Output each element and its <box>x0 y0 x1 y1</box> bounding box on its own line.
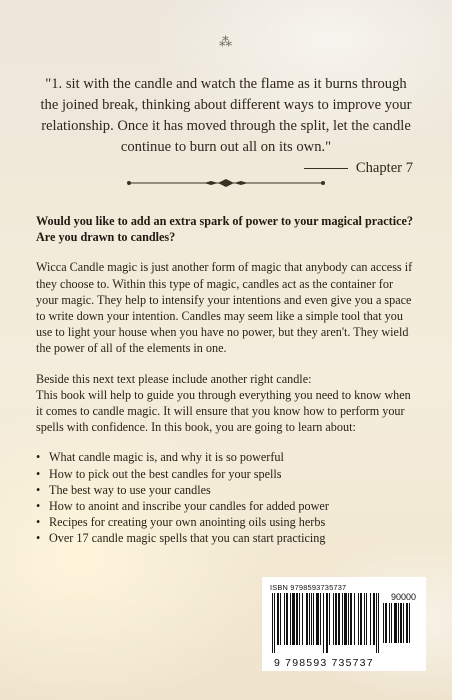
barcode-icon <box>272 593 384 653</box>
lead-question: Would you like to add an extra spark of power to your magical practice? Are you drawn to candles? <box>36 214 414 245</box>
list-item: • How to pick out the best candles for your spells <box>36 466 282 481</box>
price-code: 90000 <box>390 592 416 602</box>
quote-text: "1. sit with the candle and watch the flame as it burns through the joined break, thinking about different ways to improve your relationship. Once it has moved through the split, let the candle continue to burn out all on its own." <box>40 76 412 155</box>
list-item: • What candle magic is, and why it is so powerful <box>36 450 284 465</box>
attribution-rule <box>304 168 348 169</box>
feature-list <box>36 449 416 546</box>
bullet-icon: • <box>36 499 41 514</box>
bullet-icon: • <box>36 482 41 497</box>
bullet-icon: • <box>36 450 41 465</box>
paragraph-note: Beside this next text please include another right candle: <box>36 371 312 386</box>
list-item: • The best way to use your candles <box>36 482 211 497</box>
price-barcode-icon <box>383 603 417 651</box>
quote-attribution <box>304 160 413 177</box>
back-cover-description <box>36 213 416 547</box>
bullet-icon: • <box>36 466 41 481</box>
ornamental-divider <box>126 178 326 188</box>
isbn-label: ISBN 9798593735737 <box>270 583 347 592</box>
list-item: • Over 17 candle magic spells that you can start practicing <box>36 531 326 546</box>
isbn-barcode <box>262 577 426 671</box>
bullet-icon: • <box>36 515 41 530</box>
paragraph-guide: This book will help to guide you through everything you need to know when it comes to candle magic. It will ensure that you know how to perform your spells with confidence. In this book, you are going to learn about: <box>36 387 411 435</box>
paragraph-intro: Wicca Candle magic is just another form of magic that anybody can access if they choose to. Within this type of magic, candles act as the container for your magic. They help to intensify your intentions and even give you a space to write down your intention. Candles may seem like a simple tool that you use to light your house when you have no power, but they aren't. They wield the power of all of the elements in one. <box>36 260 413 356</box>
barcode-digits: 9 798593 735737 <box>274 657 374 669</box>
list-item: • How to anoint and inscribe your candles for added power <box>36 499 329 514</box>
ornament-top: ⁂ <box>219 34 233 49</box>
list-item: • Recipes for creating your own anointing oils using herbs <box>36 515 326 530</box>
attribution-label: Chapter 7 <box>355 160 413 176</box>
bullet-icon: • <box>36 531 41 546</box>
